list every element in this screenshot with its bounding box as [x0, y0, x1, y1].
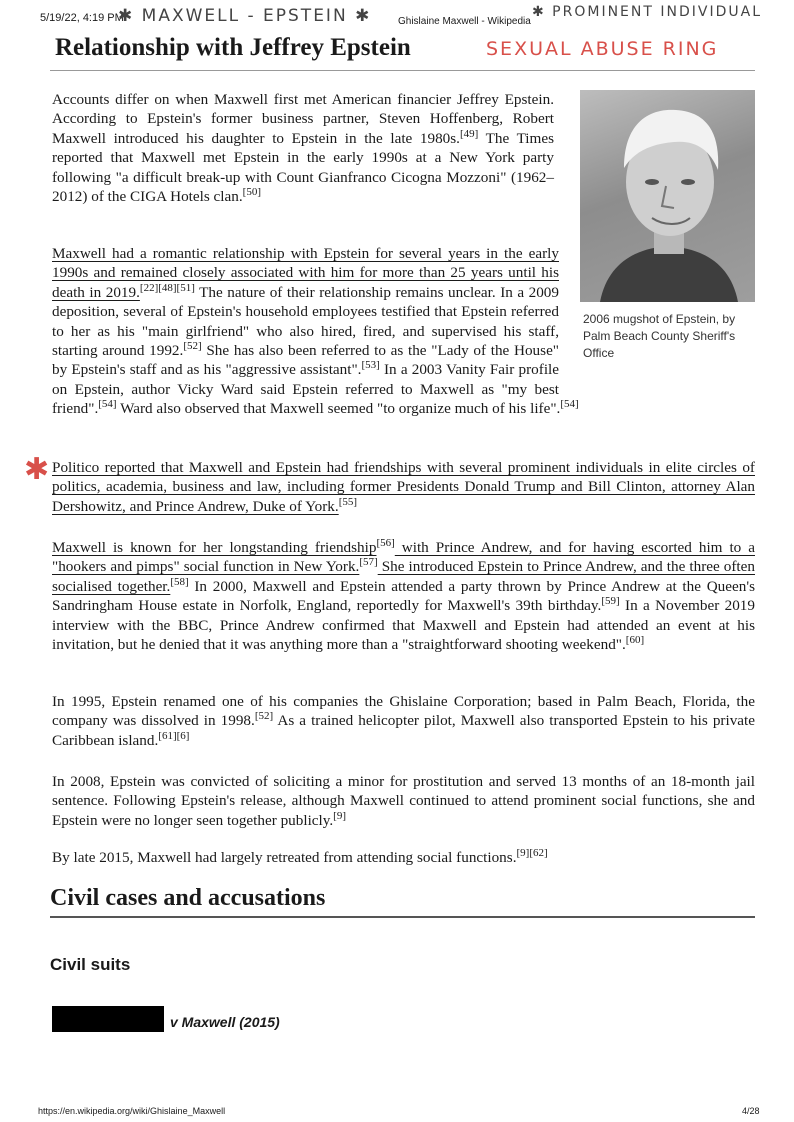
- page-number: 4/28: [742, 1106, 760, 1116]
- p1-text-a: Accounts differ on when Maxwell first met American financier Jeffrey Epstein. According to Epstein's former business partner, Steven Hoffenberg, Robert Maxwell introduced his daughter to Epstein in the late 1980s.: [52, 91, 554, 147]
- p2-text-c: She has also been referred to as the "Lady of the House" by Epstein's staff and as his "aggressive assistant".: [52, 342, 560, 379]
- p4-text-e: In a November 2019 interview with the BBC, Prince Andrew confirmed that Maxwell and Epstein had attended an event at his invitation, but he denied that it was anything more than a "straightforward shooting weekend".: [52, 597, 755, 654]
- p2-text-d: In a 2003 Vanity Fair profile on Epstein, author Vicky Ward said Epstein referred to Maxwell as "my best friend".: [52, 361, 559, 418]
- paragraph-2: [52, 244, 755, 419]
- page-site-title: Ghislaine Maxwell - Wikipedia: [398, 16, 531, 27]
- p5-text-b: As a trained helicopter pilot, Maxwell also transported Epstein to his private Caribbean island.: [52, 712, 756, 749]
- citation-link[interactable]: [53]: [361, 359, 380, 372]
- citation-link[interactable]: [57]: [359, 556, 378, 569]
- p4-text-d: In 2000, Maxwell and Epstein attended a party thrown by Prince Andrew at the Queen's Sandringham House estate in Norfolk, England, reportedly for Maxwell's 39th birthday.: [52, 577, 755, 615]
- citation-link[interactable]: [60]: [625, 633, 645, 646]
- p4-text-c: She introduced Epstein to Prince Andrew, and the three often socialised together.: [52, 558, 755, 595]
- citation-link[interactable]: [52]: [183, 339, 202, 352]
- section-divider: [50, 70, 755, 71]
- handwritten-note-prominent-individual: ✱ PROMINENT INDIVIDUAL: [532, 4, 762, 20]
- p3-text-a: Politico reported that Maxwell and Epstein had friendships with several prominent individuals in elite circles of politics, academia, business and law, including former Presidents Donald Trump and Bill Clinton, attorney Alan Dershowitz, and Prince Andrew, Duke of York.: [52, 459, 755, 515]
- citation-link[interactable]: [54]: [560, 398, 579, 411]
- p2-text-e: Ward also observed that Maxwell seemed "to organize much of his life".: [116, 400, 561, 418]
- citation-link[interactable]: [58]: [170, 575, 189, 588]
- p1-text-b: The Times reported that Maxwell met Epstein in the early 1990s at a New York party following "a difficult break-up with Count Gianfranco Cicogna Mozzoni" (1962–2012) of the CIGA Hotels clan.: [52, 129, 554, 206]
- p5-text-a: In 1995, Epstein renamed one of his companies the Ghislaine Corporation; based in Palm Beach, Florida, the company was dissolved in 1998.: [52, 693, 755, 730]
- image-float-spacer: [559, 244, 755, 380]
- citation-link[interactable]: [55]: [338, 495, 358, 508]
- citation-link[interactable]: [56]: [376, 536, 395, 549]
- case-title: [170, 1014, 280, 1030]
- p2-text-b: The nature of their relationship remains unclear. In a 2009 deposition, several of Epstein's household employees testified that Epstein referred to her as his "main girlfriend" who also hired, fired, and supervised his staff, starting around 1992.: [52, 283, 559, 360]
- case-title-text: v Maxwell (2015): [170, 1014, 280, 1030]
- p4-text-b: with Prince Andrew, and for having escorted him to a "hookers and pimps" social function in New York.: [52, 539, 755, 576]
- section-divider: [50, 916, 755, 918]
- handwritten-note-maxwell-epstein: ✱ MAXWELL - EPSTEIN ✱: [118, 6, 372, 26]
- citation-link[interactable]: [61][6]: [158, 729, 190, 742]
- paragraph-6: [52, 772, 755, 830]
- handwritten-asterisk-icon: ✱: [24, 452, 50, 487]
- citation-link[interactable]: [49]: [459, 127, 479, 140]
- civil-suits-heading: Civil suits: [50, 955, 131, 974]
- citation-link[interactable]: [50]: [242, 185, 261, 198]
- section-title: Relationship with Jeffrey Epstein: [55, 34, 411, 61]
- paragraph-1: [52, 90, 554, 206]
- citation-link[interactable]: [52]: [254, 710, 274, 723]
- paragraph-3: [52, 458, 755, 516]
- redaction-box: [52, 1006, 164, 1032]
- civil-cases-heading: Civil cases and accusations: [50, 885, 326, 911]
- citation-link[interactable]: [9][62]: [516, 846, 548, 859]
- paragraph-7: [52, 848, 755, 867]
- paragraph-5: [52, 692, 755, 750]
- print-timestamp: 5/19/22, 4:19 PM: [40, 12, 124, 24]
- page-url: https://en.wikipedia.org/wiki/Ghislaine_Maxwell: [38, 1106, 226, 1116]
- citation-link[interactable]: [22][48][51]: [139, 281, 195, 294]
- p4-text-a: Maxwell is known for her longstanding friendship: [52, 539, 377, 556]
- p6-text-a: In 2008, Epstein was convicted of soliciting a minor for prostitution and served 13 months of an 18-month jail sentence. Following Epstein's release, although Maxwell continued to attend prominent social functions, she and Epstein were no longer seen together publicly.: [52, 773, 755, 829]
- p7-text-a: By late 2015, Maxwell had largely retreated from attending social functions.: [52, 849, 517, 866]
- image-caption: 2006 mugshot of Epstein, by Palm Beach County Sheriff's Office: [583, 312, 736, 360]
- citation-link[interactable]: [59]: [601, 595, 620, 608]
- p2-text-a: Maxwell had a romantic relationship with Epstein for several years in the early 1990s and remained closely associated with him for more than 25 years until his death in 2019.: [52, 245, 559, 301]
- citation-link[interactable]: [9]: [333, 809, 346, 822]
- citation-link[interactable]: [54]: [98, 398, 117, 411]
- paragraph-4: [52, 538, 755, 654]
- handwritten-note-abuse-ring: SEXUAL ABUSE RING: [486, 38, 719, 60]
